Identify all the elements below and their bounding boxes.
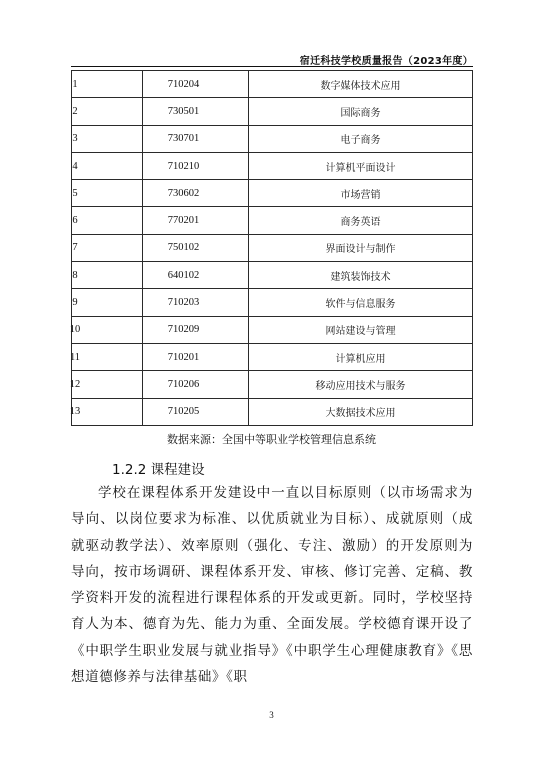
row-number-cell	[72, 98, 143, 125]
row-number: 6	[72, 215, 78, 227]
report-header-title: 宿迁科技学校质量报告（2023年度）	[299, 56, 473, 67]
major-name-cell	[249, 371, 473, 398]
major-code: 750102	[167, 242, 200, 254]
major-name: 建筑装饰技术	[330, 271, 391, 283]
major-code: 710206	[167, 378, 200, 390]
major-code: 770201	[167, 215, 200, 227]
major-code: 710209	[167, 324, 200, 336]
table-caption: 数据来源：全国中等职业学校管理信息系统	[167, 433, 376, 446]
table-row	[72, 316, 473, 343]
major-code: 710205	[167, 406, 200, 418]
major-name: 市场营销	[340, 189, 381, 201]
row-number: 7	[72, 242, 78, 254]
row-number: 4	[72, 160, 78, 172]
row-number: 3	[72, 133, 78, 145]
major-name: 数字媒体技术应用	[320, 80, 401, 92]
table-row	[72, 343, 473, 370]
major-code-cell	[143, 343, 249, 370]
row-number: 5	[72, 187, 78, 199]
major-name-cell	[249, 234, 473, 261]
major-name-cell	[249, 207, 473, 234]
major-name: 计算机平面设计	[325, 162, 396, 174]
major-code-cell	[143, 234, 249, 261]
major-code: 710210	[167, 160, 200, 172]
table-row	[72, 398, 473, 425]
major-name: 商务英语	[340, 217, 381, 229]
row-number: 10	[69, 324, 81, 336]
major-code: 710201	[167, 351, 200, 363]
major-table	[71, 70, 473, 426]
major-code-cell	[143, 71, 249, 98]
major-code: 730501	[167, 105, 200, 117]
row-number: 12	[69, 378, 81, 390]
body-paragraph: 学校在课程体系开发建设中一直以目标原则（以市场需求为导向、以岗位要求为标准、以优质就业为目标）、成就原则（成就驱动教学法）、效率原则（强化、专注、激励）的开发原则为导向，按市场调研、课程体系开发、审核、修订完善、定稿、教学资料开发的流程进行课程体系的开发或更新。同时，学校坚持育人为本、德育为先、能力为重、全面发展。学校德育课开设了《中职学生职业发展与就业指导》《中职学生心理健康教育》《思想道德修养与法律基础》《职	[71, 485, 473, 686]
major-code: 710203	[167, 297, 200, 309]
major-name-cell	[249, 343, 473, 370]
row-number-cell	[72, 152, 143, 179]
major-name-cell	[249, 71, 473, 98]
table-row	[72, 125, 473, 152]
major-name-cell	[249, 289, 473, 316]
table-row	[72, 98, 473, 125]
row-number: 2	[72, 105, 78, 117]
row-number: 1	[72, 78, 78, 90]
major-code: 710204	[167, 78, 200, 90]
row-number-cell	[72, 71, 143, 98]
major-code: 730701	[167, 133, 200, 145]
major-name: 电子商务	[340, 135, 381, 147]
major-code-cell	[143, 371, 249, 398]
row-number: 13	[69, 406, 81, 418]
row-number: 11	[69, 351, 81, 363]
major-code-cell	[143, 398, 249, 425]
table-row	[72, 289, 473, 316]
table-row	[72, 152, 473, 179]
row-number: 8	[72, 269, 78, 281]
table-row	[72, 234, 473, 261]
row-number-cell	[69, 371, 143, 398]
row-number-cell	[72, 125, 143, 152]
major-name-cell	[249, 98, 473, 125]
row-number-cell	[72, 262, 143, 289]
table-row	[72, 207, 473, 234]
row-number-cell	[72, 207, 143, 234]
major-code-cell	[143, 207, 249, 234]
major-code-cell	[143, 316, 249, 343]
major-name: 软件与信息服务	[325, 299, 396, 311]
major-code: 640102	[167, 269, 200, 281]
table-row	[72, 262, 473, 289]
row-number-cell	[72, 289, 143, 316]
major-name: 界面设计与制作	[325, 244, 396, 256]
major-name-cell	[249, 125, 473, 152]
page-number: 3	[269, 710, 274, 720]
row-number: 9	[72, 297, 78, 309]
major-name-cell	[249, 398, 473, 425]
header-rule	[71, 66, 473, 67]
major-table-body	[69, 71, 473, 426]
major-code: 730602	[167, 187, 200, 199]
table-row	[72, 371, 473, 398]
major-name: 大数据技术应用	[325, 408, 396, 420]
major-name-cell	[249, 180, 473, 207]
row-number-cell	[69, 343, 143, 370]
major-code-cell	[143, 180, 249, 207]
row-number-cell	[72, 234, 143, 261]
major-code-cell	[143, 98, 249, 125]
major-code-cell	[143, 262, 249, 289]
major-name-cell	[249, 262, 473, 289]
table-row	[72, 71, 473, 98]
major-code-cell	[143, 289, 249, 316]
major-name: 计算机应用	[335, 353, 386, 365]
section-title: 1.2.2 课程建设	[112, 462, 205, 478]
table-row	[72, 180, 473, 207]
major-name-cell	[249, 152, 473, 179]
major-name-cell	[249, 316, 473, 343]
row-number-cell	[69, 316, 143, 343]
major-name: 网站建设与管理	[325, 326, 396, 338]
major-name: 移动应用技术与服务	[315, 380, 406, 392]
major-code-cell	[143, 152, 249, 179]
major-code-cell	[143, 125, 249, 152]
row-number-cell	[72, 180, 143, 207]
row-number-cell	[69, 398, 143, 425]
major-name: 国际商务	[340, 107, 381, 119]
